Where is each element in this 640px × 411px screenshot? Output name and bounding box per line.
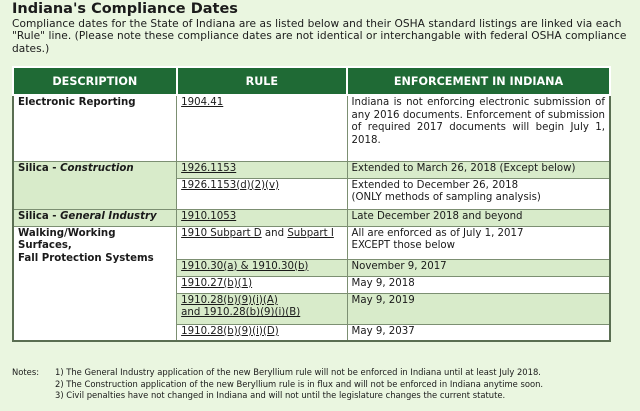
description-line: Fall Protection Systems (18, 252, 154, 264)
table-row (13, 95, 610, 161)
rule-link[interactable]: 1926.1153(d)(2)(v) (177, 178, 347, 209)
row-enforcement: November 9, 2017 (347, 259, 610, 276)
note-item: 2) The Construction application of the new Beryllium rule is in flux and will not be enforced in Indiana anytime soon. (55, 378, 544, 389)
row-enforcement: May 9, 2037 (347, 324, 610, 341)
enforcement-line: Extended to December 26, 2018 (351, 179, 519, 191)
compliance-table (12, 66, 611, 342)
row-description (13, 209, 177, 226)
row-enforcement: May 9, 2018 (347, 276, 610, 293)
row-description (13, 161, 177, 209)
table-row (13, 209, 610, 226)
enforcement-line: (ONLY methods of sampling analysis) (351, 192, 541, 204)
row-description (13, 226, 177, 341)
note-item: 3) Civil penalties have not changed in Indiana and will not until the legislature changes the current statute. (55, 390, 506, 401)
rule-link[interactable]: 1910.1053 (177, 209, 347, 226)
rule-link[interactable]: and 1910.28(b)(9)(i)(B) (181, 307, 301, 319)
notes-list (55, 367, 635, 402)
rule-link[interactable]: 1904.41 (177, 95, 347, 161)
row-enforcement: Extended to March 26, 2018 (Except below) (347, 161, 610, 178)
page-title: Indiana's Compliance Dates (12, 1, 238, 17)
rule-link[interactable]: Subpart I (287, 227, 334, 239)
row-rule (177, 226, 347, 259)
enforcement-line: All are enforced as of July 1, 2017 (351, 227, 524, 239)
rule-connector: and (261, 227, 288, 239)
rule-link[interactable]: 1910.30(a) & 1910.30(b) (177, 259, 347, 276)
row-enforcement: Late December 2018 and beyond (347, 209, 610, 226)
rule-link[interactable]: 1910 Subpart D (181, 227, 262, 239)
rule-link[interactable]: 1910.27(b)(1) (177, 276, 347, 293)
row-rule (177, 293, 347, 324)
row-enforcement (347, 226, 610, 259)
note-item: 1) The General Industry application of the new Beryllium rule will not be enforced in Indiana until at least July 2018. (55, 367, 541, 377)
row-enforcement: May 9, 2019 (347, 293, 610, 324)
rule-link[interactable]: 1926.1153 (177, 161, 347, 178)
table-row (13, 226, 610, 259)
header-description: DESCRIPTION (13, 67, 177, 95)
table-row (13, 161, 610, 178)
row-enforcement (347, 178, 610, 209)
description-text: Silica - (18, 162, 61, 174)
description-text: Silica - (18, 210, 61, 222)
enforcement-line: EXCEPT those below (351, 240, 455, 252)
header-enforcement: ENFORCEMENT IN INDIANA (347, 67, 610, 95)
rule-link[interactable]: 1910.28(b)(9)(i)(A) (181, 294, 278, 306)
table-header-row (13, 67, 610, 95)
rule-link[interactable]: 1910.28(b)(9)(i)(D) (177, 324, 347, 341)
header-rule: RULE (177, 67, 347, 95)
description-line: Walking/Working Surfaces, (18, 227, 116, 252)
description-emphasis: Construction (60, 162, 134, 174)
row-enforcement: Indiana is not enforcing electronic submission of any 2016 documents. Enforcement of submission of required 2017 documents will begin July 1, 2018. (347, 95, 610, 161)
description-emphasis: General Industry (60, 210, 157, 222)
row-description: Electronic Reporting (13, 95, 177, 161)
notes-label: Notes: (12, 367, 40, 377)
intro-text: Compliance dates for the State of Indiana are as listed below and their OSHA standard listings are linked via each "Rule" line. (Please note these compliance dates are not identical or interchangable with federal OSHA compliance dates.) (12, 18, 627, 55)
